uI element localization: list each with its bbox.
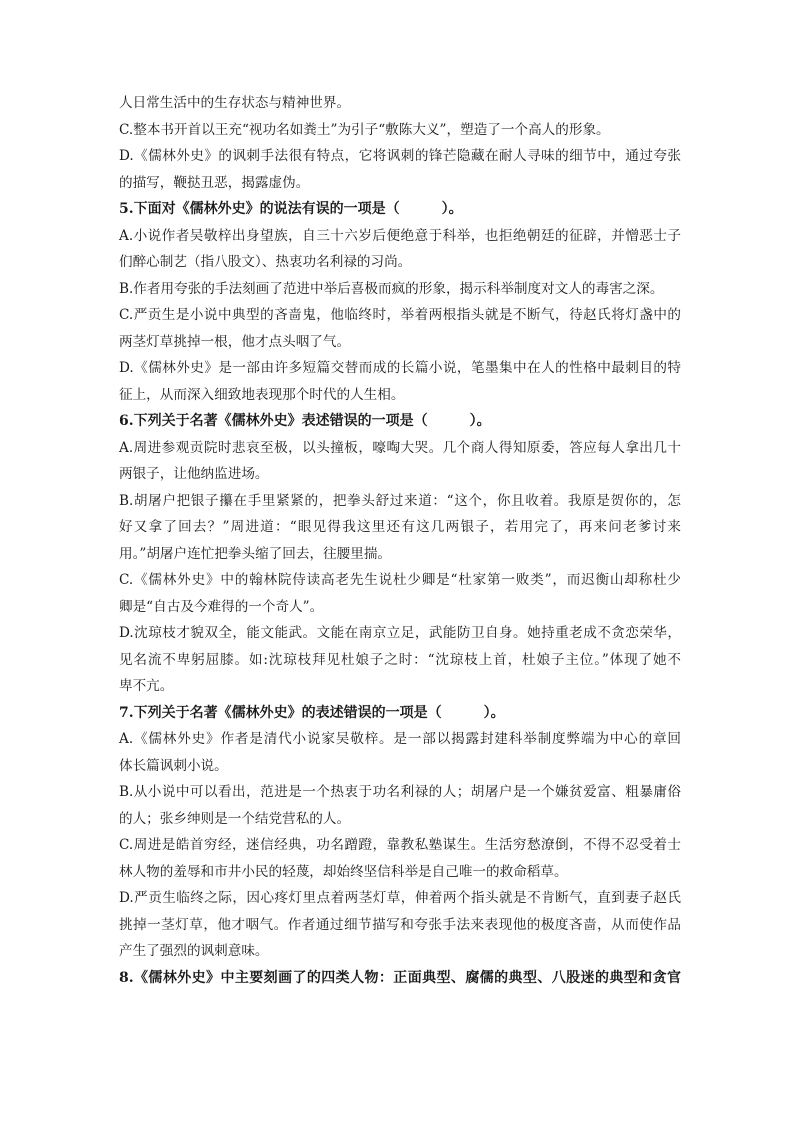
text-line: 见名流不卑躬屈膝。如:沈琼枝拜见杜娘子之时：“沈琼枝上首，杜娘子主位。”体现了她不 xyxy=(119,651,681,668)
text-line: 挑掉一茎灯草，他才咽气。作者通过细节描写和夸张手法来表现他的极度吝啬，从而使作品 xyxy=(119,916,681,933)
question-text-body xyxy=(119,90,681,991)
text-line: C.整本书开首以王充“视功名如粪土”为引子“敷陈大义”，塑造了一个高人的形象。 xyxy=(119,121,610,138)
text-line: D.《儒林外史》是一部由许多短篇交替而成的长篇小说，笔墨集中在人的性格中最刺目的特 xyxy=(119,360,681,376)
text-line: 好又拿了回去？”周进道：“眼见得我这里还有这几两银子，若用完了，再来问老爹讨来 xyxy=(119,519,681,535)
text-line: D.严贡生临终之际，因心疼灯里点着两茎灯草，伸着两个指头就是不肯断气，直到妻子赵氏 xyxy=(119,890,681,906)
text-line: C.严贡生是小说中典型的吝啬鬼，他临终时，举着两根指头就是不断气，待赵氏将灯盏中的 xyxy=(119,307,681,323)
text-line: 两茎灯草挑掉一根，他才点头咽了气。 xyxy=(119,333,351,350)
text-line: 的描写，鞭挞丑恶，揭露虚伪。 xyxy=(119,174,310,191)
text-line: B.作者用夸张的手法刻画了范进中举后喜极而疯的形象，揭示科举制度对文人的毒害之深。 xyxy=(119,280,664,297)
text-line: 人日常生活中的生存状态与精神世界。 xyxy=(119,95,351,111)
question-heading: 8.《儒林外史》中主要刻画了的四类人物：正面典型、腐儒的典型、八股迷的典型和贪官 xyxy=(119,969,681,986)
text-line: 征上，从而深入细致地表现那个时代的人生相。 xyxy=(119,386,405,403)
text-line: 的人；张乡绅则是一个结党营私的人。 xyxy=(119,810,351,827)
text-line: C.《儒林外史》中的翰林院侍读高老先生说杜少卿是“杜家第一败类”，而迟衡山却称杜少 xyxy=(119,572,681,588)
text-line: A.小说作者吴敬梓出身望族，自三十六岁后便绝意于科举，也拒绝朝廷的征辟，并憎恶士子 xyxy=(119,227,681,244)
text-line: 卿是“自古及今难得的一个奇人”。 xyxy=(119,598,324,615)
text-line: A.《儒林外史》作者是清代小说家吴敬梓。是一部以揭露封建科举制度弊端为中心的章回 xyxy=(119,731,681,747)
question-heading: 6.下列关于名著《儒林外史》表述错误的一项是（ ）。 xyxy=(119,413,491,429)
text-line: 卑不亢。 xyxy=(119,678,174,694)
text-line: C.周进是皓首穷经，迷信经典，功名蹭蹬，靠教私塾谋生。生活穷愁潦倒，不得不忍受着士 xyxy=(119,837,681,853)
text-line: 两银子，让他纳监进场。 xyxy=(119,466,269,482)
question-heading: 7.下列关于名著《儒林外史》的表述错误的一项是（ ）。 xyxy=(119,704,505,721)
text-line: D.沈琼枝才貌双全，能文能武。文能在南京立足，武能防卫自身。她持重老成不贪恋荣华， xyxy=(119,625,681,641)
text-line: 用。”胡屠户连忙把拳头缩了回去，往腰里揣。 xyxy=(119,545,392,562)
text-line: D.《儒林外史》的讽刺手法很有特点，它将讽刺的锋芒隐藏在耐人寻味的细节中，通过夸张 xyxy=(119,148,681,164)
text-line: B.胡屠户把银子攥在手里紧紧的，把拳头舒过来道：“这个，你且收着。我原是贺你的，怎 xyxy=(119,492,681,509)
text-line: 林人物的羞辱和市井小民的轻蔑，却始终坚信科举是自己唯一的救命稻草。 xyxy=(119,863,568,880)
question-heading: 5.下面对《儒林外史》的说法有误的一项是（ ）。 xyxy=(119,201,463,217)
text-line: 体长篇讽刺小说。 xyxy=(119,757,228,774)
text-line: A.周进参观贡院时悲哀至极，以头撞板，嚎啕大哭。几个商人得知原委，答应每人拿出几十 xyxy=(119,439,681,456)
text-line: 们醉心制艺（指八股文）、热衷功名利禄的习尚。 xyxy=(119,254,412,270)
text-line: B.从小说中可以看出，范进是一个热衷于功名利禄的人；胡屠户是一个嫌贫爱富、粗暴庸俗 xyxy=(119,784,681,800)
text-line: 产生了强烈的讽刺意味。 xyxy=(119,943,269,959)
